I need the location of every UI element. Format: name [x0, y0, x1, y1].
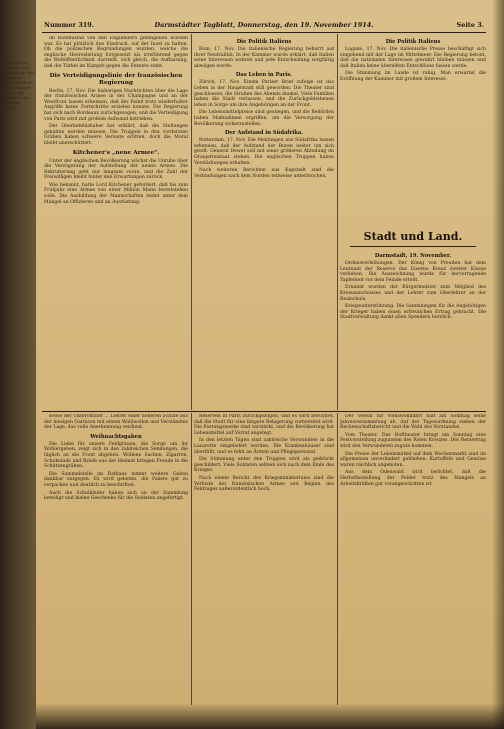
- page-shadow: [492, 0, 504, 729]
- paragraph: Rotterdam, 17. Nov. Die Meldungen aus Südafrika lassen erkennen, daß der Aufstand der Buren weiter um sich greift. General Dewet soll mit einer größeren Abteilung im Oranjefreistaat stehen. Die englischen Truppen haben Verstärkungen erhalten.: [194, 138, 334, 166]
- paragraph: Der Oberbefehlshaber hat erklärt, daß die Stellungen gehalten werden müssen. Die Truppen in den vordersten Gräben haben schwere Verluste erlitten, doch die Moral bleibt unerschüttert.: [44, 124, 188, 146]
- column-6: [340, 414, 486, 704]
- column-rule: [191, 34, 192, 410]
- article-heading: Die Verteidigungslinie der französischen Regierung: [49, 72, 183, 86]
- column-5: [194, 414, 334, 704]
- paragraph: Aus dem Odenwald wird berichtet, daß die Herbstbestellung der Felder trotz des Mangels an Arbeitskräften gut vorangeschritten ist.: [340, 470, 486, 487]
- page-header: [44, 20, 484, 30]
- article-heading: Das Leben in Paris.: [235, 72, 293, 79]
- edge-text: zum Thoms, Altgelds des Orients für die deutsche Gemeinschaft, deren Kampf gegen die Entente, ein Bild der Krieg...: [4, 60, 34, 110]
- paragraph: Auch die Schulkinder haben sich an der Sammlung beteiligt und kleine Geschenke für die Soldaten angefertigt.: [44, 490, 188, 502]
- paragraph: Berlin, 17. Nov. Die bisherigen Nachrichten über die Lage der französischen Armee in der Champagne und an der Westfront lassen erkennen, daß der Feind trotz wiederholter Angriffe keine Fortschritte erzielen konnte. Die Regierung hat sich nach Bordeaux zurückgezogen, und die Verteidigung von Paris wird mit großem Aufwand betrieben.: [44, 88, 188, 122]
- column-4: [44, 414, 188, 704]
- paragraph: Wie bekannt, hatte Lord Kitchener gefordert, daß bis zum Frühjahr eine Armee von einer Million Mann bereitstehen solle. Die Ausbildung der Mannschaften leidet unter dem Mangel an Offizieren und an Ausrüstung.: [44, 182, 188, 205]
- page-number: Seite 3.: [456, 21, 484, 29]
- column-rule: [337, 413, 338, 705]
- book-edge: [0, 0, 38, 729]
- section-rule: [350, 246, 476, 247]
- fold-rule: [42, 411, 486, 412]
- article-heading: Weihnachtsgaben: [90, 433, 142, 440]
- section-title: Stadt und Land.: [363, 230, 463, 243]
- paragraph: im Bündnisfall von den Engländern gefangenen wurden war. Es hat plötzlich den Eindruck, auf der Insel zu halten. Ob die politischen Begründungen wurden, welche die englische Heeresleitung fortgesetzt als irreführend gegen die Weltöffentlichkeit darstellt, sich gleich, die Auffassung, daß die Türkei im Kampfe gegen die Entente steht.: [44, 36, 188, 69]
- article-heading: Die Politik Italiens: [385, 39, 441, 45]
- paragraph: Reserven in Paris zurückgezogen, und es wird berichtet, daß die Stadt für eine längere Belagerung vorbereitet wird. Die Festungswerke sind verstärkt, und die Bevölkerung hat Lebensmittel auf Vorrat angelegt.: [194, 414, 334, 436]
- column-3-section: [340, 250, 486, 410]
- paragraph: Der Verein für Volkswohlfahrt hält am Sonntag seine Jahresversammlung ab. Auf der Tagesordnung stehen der Rechenschaftsbericht und die Wahl des Vorstandes.: [340, 414, 486, 431]
- paragraph: Die Stimmung im Lande ist ruhig. Man erwartet die Eröffnung der Kammer mit großem Interesse.: [340, 71, 486, 82]
- paragraph: Die Lebensmittelpreise sind gestiegen, und die Behörden haben Maßnahmen ergriffen, um die Versorgung der Bevölkerung sicherzustellen.: [194, 110, 334, 127]
- column-3: [340, 36, 486, 226]
- column-2: [194, 36, 334, 408]
- article-heading: Der Aufstand in Südafrika.: [225, 130, 303, 137]
- issue-number: Nummer 319.: [44, 21, 95, 29]
- header-rule: [42, 32, 486, 33]
- paragraph: Die Preise der Lebensmittel auf dem Wochenmarkt sind im allgemeinen unverändert geblieben. Kartoffeln und Gemüse waren reichlich angeboten.: [340, 451, 486, 468]
- paragraph: Die Stimmung unter den Truppen wird als gedrückt geschildert. Viele Soldaten sehnen sich nach dem Ende des Krieges.: [194, 457, 334, 474]
- column-1: [44, 36, 188, 408]
- paragraph: Zürich, 17. Nov. Einem Pariser Brief zufolge ist das Leben in der Hauptstadt still geworden. Die Theater sind geschlossen, die Straßen des Abends dunkel. Viele Familien haben die Stadt verlassen, und die Zurückgebliebenen leben in Sorge um ihre Angehörigen an der Front.: [194, 80, 334, 108]
- article-heading: Kitchener's „neue Armee".: [72, 149, 160, 156]
- paragraph: Kriegsunterstützung. Die Sammlungen für die Angehörigen der Krieger haben einen erfreulichen Ertrag gebracht. Die Stadtverwaltung dankt allen Spendern herzlich.: [340, 304, 486, 321]
- paragraph: Lugano, 17. Nov. Die italienische Presse beschäftigt sich eingehend mit der Lage im Mittelmeer. Die Regierung betont, daß die nationalen Interessen gewahrt bleiben müssen und daß Italien keine übereilten Entschlüsse fassen werde.: [340, 47, 486, 69]
- paragraph: In den letzten Tagen sind zahlreiche Verwundete in die Lazarette eingeliefert worden. Die Krankenhäuser sind überfüllt, und es fehlt an Ärzten und Pflegepersonal.: [194, 438, 334, 455]
- page-shadow: [36, 703, 504, 729]
- paragraph: Rom, 17. Nov. Die italienische Regierung beharrt auf ihrer Neutralität. In der Kammer wurde erklärt, daß Italien seine Interessen wahren und jede Entscheidung sorgfältig abwägen werde.: [194, 47, 334, 69]
- article-heading: Die Politik Italiens: [236, 39, 292, 45]
- column-rule: [191, 413, 192, 705]
- paragraph: Unter der englischen Bevölkerung wächst die Unruhe über die Verzögerung der Aufstellung der neuen Armee. Die Rekrutierung geht nur langsam voran, und die Zahl der Freiwilligen bleibt hinter den Erwartungen zurück.: [44, 158, 188, 181]
- column-rule: [337, 34, 338, 410]
- paragraph: Die Liebe für unsere Feldgrauen, die Sorge um ihr Wohlergehen, zeigt sich in den zahlreichen Sendungen, die täglich an die Front abgehen. Wollene Sachen, Zigarren, Schokolade und Briefe aus der Heimat bringen Freude in die Schützengräben.: [44, 441, 188, 470]
- paragraph: Vom Theater. Das Hoftheater bringt am Sonntag eine Festvorstellung zugunsten des Roten Kreuzes. Der Reinertrag wird den Verwundeten zugute kommen.: [340, 432, 486, 449]
- paragraph: Nach weiteren Berichten aus Kapstadt sind die Verbindungen nach dem Norden teilweise unterbrochen.: [194, 168, 334, 179]
- paragraph: Ernannt wurden der Bürgermeister zum Mitglied des Kreisausschusses und der Lehrer zum Oberlehrer an der Realschule.: [340, 285, 486, 302]
- dateline: Darmstadt, 19. November.: [374, 253, 452, 259]
- paragraph: sowie der Unteroffizier ... Lehrer einer höheren Schule aus der hiesigen Garnison mit einem Wohlwollen und Verständnis der Lage, das volle Anerkennung verdient.: [44, 414, 188, 431]
- paragraph: Nach einem Bericht des Kriegsministeriums sind die Verluste der französischen Armee seit Beginn des Feldzuges außerordentlich hoch.: [194, 475, 334, 493]
- paragraph: Die Sammelstelle im Rathaus nimmt weitere Gaben dankbar entgegen. Es wird gebeten, die Pakete gut zu verpacken und deutlich zu beschriften.: [44, 471, 188, 488]
- masthead: Darmstädter Tagblatt, Donnerstag, den 19. November 1914.: [154, 21, 374, 29]
- paragraph: Ordensverleihungen. Der König von Preußen hat dem Leutnant der Reserve das Eiserne Kreuz zweiter Klasse verliehen. Die Auszeichnung wurde für hervorragende Tapferkeit vor dem Feinde erteilt.: [340, 261, 486, 283]
